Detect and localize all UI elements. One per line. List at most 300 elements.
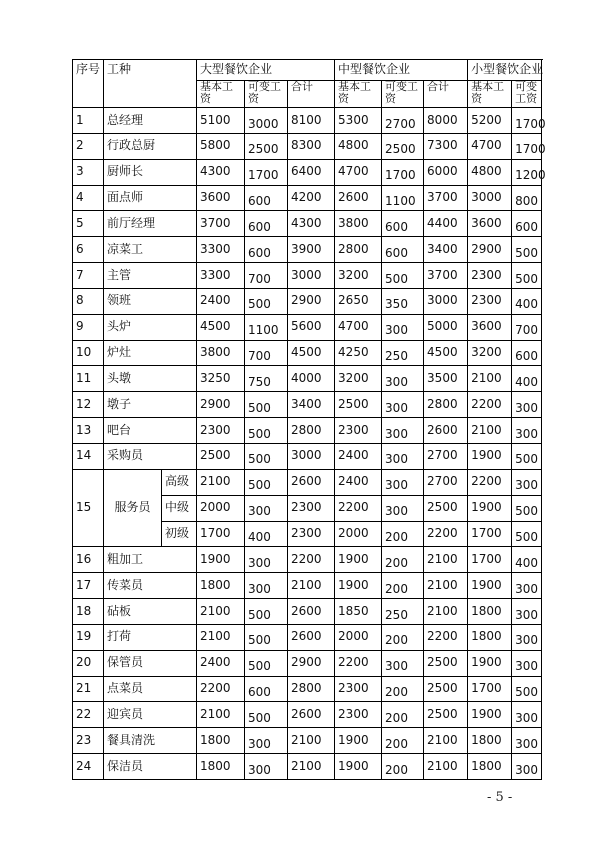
wage-value: 3300 [200, 241, 231, 256]
wage-cell [424, 443, 468, 469]
wage-cell [382, 288, 424, 314]
wage-cell [288, 676, 335, 702]
wage-value: 4700 [338, 164, 369, 179]
header-medium: 中型餐饮企业 [335, 60, 468, 81]
wage-value: 3000 [427, 293, 458, 308]
wage-cell [197, 599, 245, 625]
wage-cell [245, 624, 288, 650]
wage-cell [424, 624, 468, 650]
table-row [73, 469, 542, 495]
wage-cell [245, 547, 288, 573]
wage-cell [245, 366, 288, 392]
wage-cell [288, 418, 335, 444]
wage-cell [197, 443, 245, 469]
wage-cell [197, 108, 245, 134]
wage-value: 2600 [291, 629, 322, 644]
wage-value: 400 [248, 530, 271, 545]
wage-cell [197, 340, 245, 366]
wage-value: 2700 [385, 116, 416, 131]
wage-value: 600 [385, 219, 408, 234]
wage-value: 2100 [200, 629, 231, 644]
wage-value: 500 [515, 685, 538, 700]
wage-cell [424, 650, 468, 676]
row-seq: 10 [73, 340, 104, 366]
wage-cell [512, 314, 542, 340]
wage-value: 3600 [471, 215, 502, 230]
wage-cell [382, 521, 424, 547]
wage-value: 2100 [427, 758, 458, 773]
wage-cell [382, 443, 424, 469]
wage-cell [335, 314, 382, 340]
wage-cell [424, 314, 468, 340]
service-level: 中级 [162, 495, 197, 521]
wage-cell [468, 573, 512, 599]
wage-value: 250 [385, 607, 408, 622]
wage-value: 300 [385, 426, 408, 441]
wage-cell [424, 392, 468, 418]
row-job: 粗加工 [104, 547, 197, 573]
wage-cell [335, 392, 382, 418]
wage-cell [288, 624, 335, 650]
wage-value: 1800 [471, 732, 502, 747]
wage-cell [335, 495, 382, 521]
row-seq: 24 [73, 754, 104, 780]
wage-cell [512, 495, 542, 521]
wage-cell [245, 237, 288, 263]
wage-cell [382, 366, 424, 392]
wage-cell [245, 702, 288, 728]
wage-value: 700 [248, 271, 271, 286]
wage-cell [288, 133, 335, 159]
wage-value: 1900 [471, 706, 502, 721]
wage-value: 7300 [427, 138, 458, 153]
wage-cell [424, 728, 468, 754]
row-job: 采购员 [104, 443, 197, 469]
wage-value: 500 [515, 245, 538, 260]
header-small: 小型餐饮企业 [468, 60, 542, 81]
row-job: 点菜员 [104, 676, 197, 702]
wage-value: 2600 [291, 706, 322, 721]
wage-cell [245, 573, 288, 599]
wage-value: 500 [515, 452, 538, 467]
wage-value: 2100 [427, 577, 458, 592]
wage-cell [288, 108, 335, 134]
wage-cell [468, 159, 512, 185]
wage-cell [245, 418, 288, 444]
wage-cell [468, 314, 512, 340]
wage-cell [382, 159, 424, 185]
wage-cell [382, 676, 424, 702]
wage-cell [245, 211, 288, 237]
wage-table-body [73, 108, 546, 780]
row-job: 凉菜工 [104, 237, 197, 263]
wage-value: 2900 [291, 293, 322, 308]
wage-value: 600 [248, 219, 271, 234]
wage-value: 1200 [515, 168, 546, 183]
wage-cell [335, 340, 382, 366]
wage-value: 2100 [427, 551, 458, 566]
wage-value: 1800 [471, 629, 502, 644]
table-row [73, 599, 542, 625]
wage-value: 3500 [427, 370, 458, 385]
wage-cell [335, 288, 382, 314]
wage-value: 800 [515, 194, 538, 209]
wage-value: 750 [248, 374, 271, 389]
header-medium-total: 合计 [424, 81, 468, 108]
wage-value: 2600 [427, 422, 458, 437]
wage-value: 1700 [385, 168, 416, 183]
wage-cell [288, 263, 335, 289]
wage-value: 2200 [200, 681, 231, 696]
wage-cell [424, 495, 468, 521]
wage-cell [197, 573, 245, 599]
wage-cell [424, 599, 468, 625]
wage-value: 1700 [471, 551, 502, 566]
wage-value: 1900 [471, 577, 502, 592]
wage-cell [288, 443, 335, 469]
wage-cell [288, 366, 335, 392]
row-seq: 3 [73, 159, 104, 185]
service-level: 高级 [162, 469, 197, 495]
wage-value: 600 [248, 194, 271, 209]
wage-cell [468, 650, 512, 676]
wage-cell [468, 288, 512, 314]
wage-value: 1800 [200, 577, 231, 592]
wage-cell [382, 754, 424, 780]
wage-cell [468, 108, 512, 134]
wage-value: 600 [515, 349, 538, 364]
wage-value: 2900 [200, 396, 231, 411]
wage-cell [245, 443, 288, 469]
wage-value: 3300 [200, 267, 231, 282]
wage-value: 300 [385, 374, 408, 389]
wage-value: 5000 [427, 319, 458, 334]
wage-value: 200 [385, 736, 408, 751]
wage-value: 2200 [427, 629, 458, 644]
wage-cell [424, 159, 468, 185]
wage-cell [288, 495, 335, 521]
wage-cell [335, 108, 382, 134]
wage-value: 1900 [338, 577, 369, 592]
wage-value: 4250 [338, 345, 369, 360]
wage-cell [245, 108, 288, 134]
row-seq: 14 [73, 443, 104, 469]
wage-value: 2100 [200, 603, 231, 618]
wage-cell [382, 624, 424, 650]
wage-value: 500 [248, 297, 271, 312]
wage-value: 350 [385, 297, 408, 312]
wage-value: 600 [248, 685, 271, 700]
wage-cell [512, 263, 542, 289]
wage-cell [197, 754, 245, 780]
wage-value: 300 [515, 581, 538, 596]
wage-cell [245, 599, 288, 625]
wage-value: 4800 [338, 138, 369, 153]
wage-cell [512, 650, 542, 676]
wage-cell [512, 418, 542, 444]
wage-value: 2300 [471, 293, 502, 308]
header-medium-base: 基本工资 [335, 81, 382, 108]
wage-value: 300 [248, 555, 271, 570]
wage-value: 2700 [427, 448, 458, 463]
wage-cell [382, 418, 424, 444]
wage-value: 500 [515, 504, 538, 519]
wage-value: 700 [515, 323, 538, 338]
wage-value: 2100 [200, 706, 231, 721]
wage-value: 300 [385, 504, 408, 519]
wage-cell [335, 263, 382, 289]
wage-cell [335, 185, 382, 211]
wage-value: 250 [385, 349, 408, 364]
wage-cell [335, 650, 382, 676]
wage-value: 8000 [427, 112, 458, 127]
wage-cell [335, 676, 382, 702]
wage-cell [245, 314, 288, 340]
wage-cell [335, 159, 382, 185]
wage-value: 300 [248, 762, 271, 777]
wage-cell [245, 521, 288, 547]
wage-value: 200 [385, 555, 408, 570]
wage-value: 500 [248, 400, 271, 415]
wage-value: 2100 [291, 577, 322, 592]
row-job: 面点师 [104, 185, 197, 211]
wage-cell [335, 728, 382, 754]
wage-value: 300 [515, 659, 538, 674]
wage-value: 1700 [471, 681, 502, 696]
table-row [73, 263, 542, 289]
wage-value: 1100 [248, 323, 279, 338]
row-job: 保洁员 [104, 754, 197, 780]
table-row [73, 392, 542, 418]
wage-value: 2300 [471, 267, 502, 282]
wage-value: 2800 [291, 422, 322, 437]
wage-value: 1800 [471, 603, 502, 618]
wage-cell [512, 728, 542, 754]
wage-value: 300 [385, 478, 408, 493]
wage-cell [335, 443, 382, 469]
wage-value: 3900 [291, 241, 322, 256]
wage-cell [382, 211, 424, 237]
wage-cell [197, 521, 245, 547]
wage-value: 500 [248, 710, 271, 725]
wage-value: 2300 [291, 526, 322, 541]
wage-value: 3200 [471, 345, 502, 360]
header-job: 工种 [104, 60, 197, 108]
wage-value: 1700 [515, 116, 546, 131]
header-medium-var: 可变工资 [382, 81, 424, 108]
wage-value: 1900 [471, 655, 502, 670]
wage-value: 500 [248, 607, 271, 622]
wage-cell [468, 676, 512, 702]
row-job: 吧台 [104, 418, 197, 444]
wage-value: 2100 [427, 603, 458, 618]
table-row [73, 185, 542, 211]
wage-value: 3000 [291, 448, 322, 463]
wage-value: 300 [515, 633, 538, 648]
wage-cell [288, 185, 335, 211]
wage-value: 1900 [338, 732, 369, 747]
wage-cell [382, 495, 424, 521]
wage-cell [424, 185, 468, 211]
wage-cell [197, 495, 245, 521]
wage-cell [512, 159, 546, 185]
row-seq: 1 [73, 108, 104, 134]
wage-table [72, 59, 546, 780]
wage-cell [335, 237, 382, 263]
wage-value: 2900 [471, 241, 502, 256]
row-seq: 11 [73, 366, 104, 392]
wage-value: 300 [515, 478, 538, 493]
wage-cell [245, 288, 288, 314]
wage-value: 5100 [200, 112, 231, 127]
wage-value: 2650 [338, 293, 369, 308]
wage-value: 500 [515, 271, 538, 286]
wage-cell [512, 133, 546, 159]
wage-cell [335, 547, 382, 573]
wage-value: 500 [515, 530, 538, 545]
wage-value: 3200 [338, 267, 369, 282]
table-row [73, 340, 542, 366]
wage-value: 3700 [200, 215, 231, 230]
wage-value: 1800 [200, 732, 231, 747]
wage-value: 4000 [291, 370, 322, 385]
wage-value: 500 [248, 426, 271, 441]
wage-cell [288, 573, 335, 599]
wage-value: 300 [385, 323, 408, 338]
table-row [73, 366, 542, 392]
row-seq: 16 [73, 547, 104, 573]
wage-cell [197, 624, 245, 650]
wage-value: 1900 [200, 551, 231, 566]
wage-cell [245, 650, 288, 676]
wage-cell [512, 366, 542, 392]
wage-value: 2500 [248, 142, 279, 157]
wage-cell [512, 340, 542, 366]
wage-cell [288, 650, 335, 676]
wage-value: 200 [385, 685, 408, 700]
row-seq: 5 [73, 211, 104, 237]
wage-cell [424, 702, 468, 728]
wage-cell [424, 676, 468, 702]
wage-cell [245, 495, 288, 521]
wage-cell [468, 211, 512, 237]
wage-cell [382, 340, 424, 366]
wage-value: 3600 [471, 319, 502, 334]
wage-value: 300 [515, 400, 538, 415]
table-row [73, 108, 542, 134]
wage-cell [288, 547, 335, 573]
wage-value: 500 [248, 452, 271, 467]
wage-value: 2900 [291, 655, 322, 670]
wage-cell [197, 263, 245, 289]
wage-value: 2600 [291, 603, 322, 618]
wage-cell [468, 547, 512, 573]
row-seq: 22 [73, 702, 104, 728]
wage-cell [468, 392, 512, 418]
wage-value: 4700 [471, 138, 502, 153]
wage-value: 2500 [200, 448, 231, 463]
wage-cell [288, 754, 335, 780]
wage-cell [512, 624, 542, 650]
row-job: 总经理 [104, 108, 197, 134]
wage-cell [424, 366, 468, 392]
wage-value: 3000 [471, 190, 502, 205]
wage-value: 2200 [471, 474, 502, 489]
table-row [73, 288, 542, 314]
wage-value: 3700 [427, 267, 458, 282]
wage-value: 2400 [338, 474, 369, 489]
wage-cell [424, 521, 468, 547]
row-seq: 7 [73, 263, 104, 289]
wage-value: 2200 [427, 526, 458, 541]
table-row [73, 676, 542, 702]
wage-value: 2400 [338, 448, 369, 463]
wage-value: 2200 [471, 396, 502, 411]
wage-value: 2000 [338, 629, 369, 644]
wage-cell [512, 599, 542, 625]
row-seq: 6 [73, 237, 104, 263]
wage-cell [468, 340, 512, 366]
wage-cell [197, 650, 245, 676]
wage-cell [468, 133, 512, 159]
wage-cell [335, 133, 382, 159]
wage-value: 2400 [200, 293, 231, 308]
wage-cell [335, 573, 382, 599]
row-seq: 9 [73, 314, 104, 340]
wage-value: 4200 [291, 190, 322, 205]
wage-cell [512, 702, 542, 728]
wage-cell [468, 599, 512, 625]
row-job: 砧板 [104, 599, 197, 625]
wage-cell [468, 366, 512, 392]
wage-value: 500 [385, 271, 408, 286]
row-job: 头墩 [104, 366, 197, 392]
wage-value: 2600 [338, 190, 369, 205]
row-seq: 23 [73, 728, 104, 754]
wage-cell [197, 676, 245, 702]
wage-cell [197, 366, 245, 392]
wage-value: 3400 [427, 241, 458, 256]
wage-value: 3800 [200, 345, 231, 360]
wage-value: 3250 [200, 370, 231, 385]
wage-cell [424, 288, 468, 314]
wage-value: 8100 [291, 112, 322, 127]
wage-cell [245, 159, 288, 185]
wage-cell [512, 288, 542, 314]
wage-value: 400 [515, 374, 538, 389]
wage-cell [512, 108, 546, 134]
wage-cell [197, 314, 245, 340]
wage-value: 2000 [200, 500, 231, 515]
wage-value: 200 [385, 633, 408, 648]
wage-cell [335, 754, 382, 780]
wage-cell [512, 237, 542, 263]
wage-cell [288, 340, 335, 366]
wage-cell [288, 702, 335, 728]
wage-value: 5800 [200, 138, 231, 153]
wage-cell [382, 650, 424, 676]
table-row [73, 133, 542, 159]
wage-cell [382, 263, 424, 289]
wage-value: 400 [515, 555, 538, 570]
wage-cell [512, 676, 542, 702]
row-seq: 15 [73, 469, 104, 547]
wage-value: 5200 [471, 112, 502, 127]
wage-cell [512, 211, 542, 237]
wage-value: 3000 [248, 116, 279, 131]
wage-value: 1700 [200, 526, 231, 541]
wage-cell [288, 392, 335, 418]
